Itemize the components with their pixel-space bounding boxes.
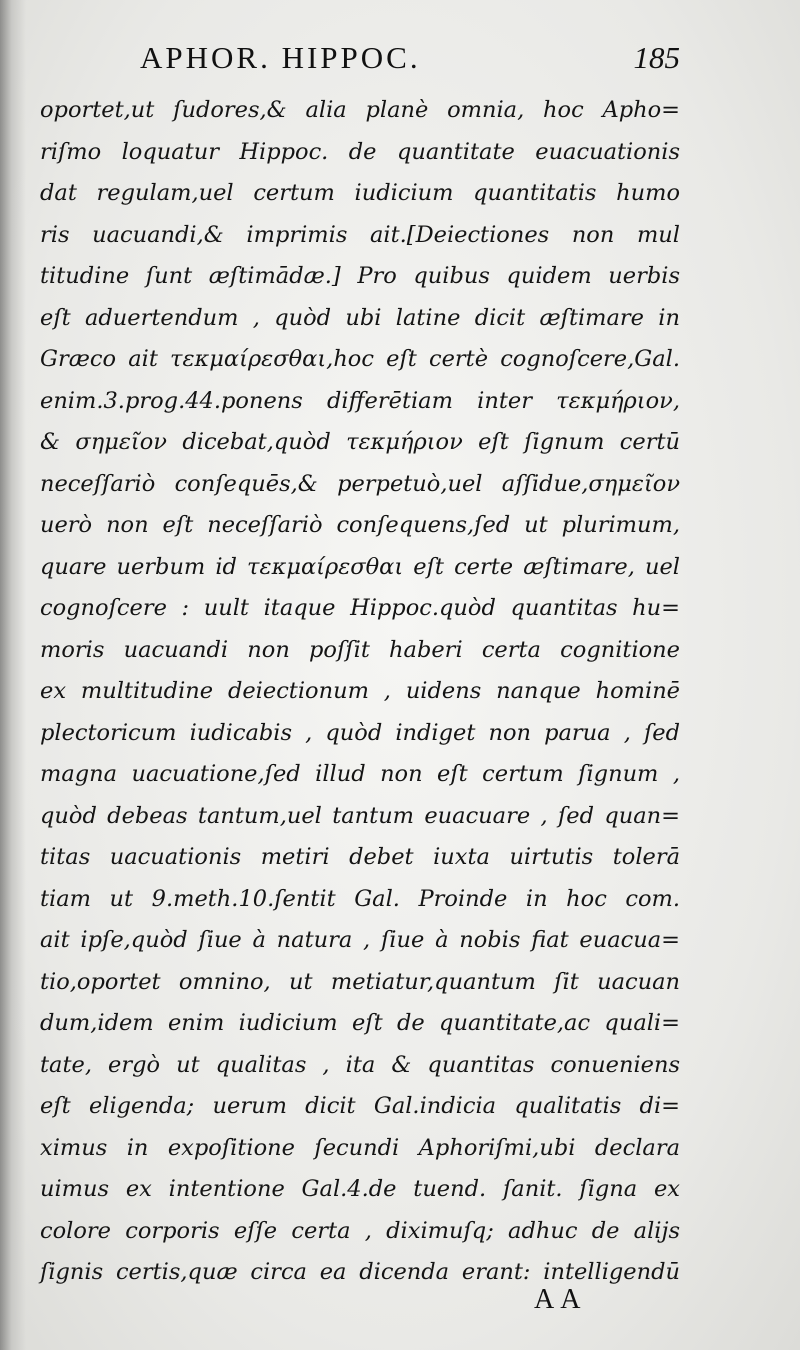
text-line: magna uacuatione,ſed illud non eſt certum ſignum , (40, 761, 680, 787)
gutter-shadow (0, 0, 26, 1350)
text-line: eſt eligenda; uerum dicit Gal.indicia qualitatis di= (40, 1093, 680, 1119)
text-line: dat regulam,uel certum iudicium quantitatis humo (40, 180, 680, 206)
text-line: tiam ut 9.meth.10.ſentit Gal. Proinde in hoc com. (40, 885, 680, 912)
text-line: ximus in expoſitione ſecundi Aphoriſmi,ubi declara (40, 1134, 680, 1161)
page-header (140, 40, 680, 80)
text-line: ex multitudine deiectionum , uidens nanque hominē (40, 678, 680, 704)
body-text (40, 90, 680, 1294)
text-line: Græco ait τεκμαίρεσθαι,hoc eſt certè cognoſcere,Gal. (40, 346, 680, 372)
text-line: & σημεῖον dicebat,quòd τεκμήριον eſt ſignum certū (40, 429, 680, 455)
text-line: uimus ex intentione Gal.4.de tuend. ſanit. ſigna ex (40, 1176, 680, 1202)
text-line: uerò non eſt neceſſariò conſequens,ſed ut plurimum, (40, 512, 680, 538)
text-line: tio,oportet omnino, ut metiatur,quantum ſit uacuan (40, 968, 680, 995)
text-line: neceſſariò conſequēs,& perpetuò,uel aſſidue,σημεῖον (40, 470, 680, 497)
text-line: titas uacuationis metiri debet iuxta uirtutis tolerā (40, 844, 680, 870)
text-line: tate, ergò ut qualitas , ita & quantitas conueniens (40, 1051, 680, 1078)
text-line: quòd debeas tantum,uel tantum euacuare , ſed quan= (40, 802, 680, 829)
text-line: eſt aduertendum , quòd ubi latine dicit æſtimare in (40, 304, 680, 331)
text-line: plectoricum iudicabis , quòd indiget non parua , ſed (40, 719, 680, 746)
catchword: AA (534, 1284, 587, 1315)
text-line: ſignis certis,quæ circa ea dicenda erant: intelligendū (40, 1259, 680, 1285)
text-line: titudine ſunt æſtimādæ.] Pro quibus quidem uerbis (40, 263, 680, 289)
text-line: riſmo loquatur Hippoc. de quantitate euacuationis (40, 138, 680, 165)
text-line: quare uerbum id τεκμαίρεσθαι eſt certe æſtimare, uel (40, 553, 680, 580)
text-line: ris uacuandi,& imprimis ait.[Deiectiones non mul (40, 221, 680, 248)
text-line: colore corporis eſſe certa , diximuſq; adhuc de alijs (40, 1217, 680, 1244)
page-number: 185 (633, 40, 680, 75)
running-head: APHOR. HIPPOC. (140, 40, 421, 75)
text-line: dum,idem enim iudicium eſt de quantitate,ac quali= (40, 1010, 680, 1036)
text-line: cognoſcere : uult itaque Hippoc.quòd quantitas hu= (40, 595, 680, 621)
text-line: oportet,ut ſudores,& alia planè omnia, hoc Apho= (40, 97, 680, 123)
text-line: moris uacuandi non poſſit haberi certa cognitione (40, 636, 680, 663)
text-line: ait ipſe,quòd ſiue à natura , ſiue à nobis fiat euacua= (40, 927, 680, 953)
text-line: enim.3.prog.44.ponens differētiam inter τεκμήριον, (40, 387, 680, 414)
